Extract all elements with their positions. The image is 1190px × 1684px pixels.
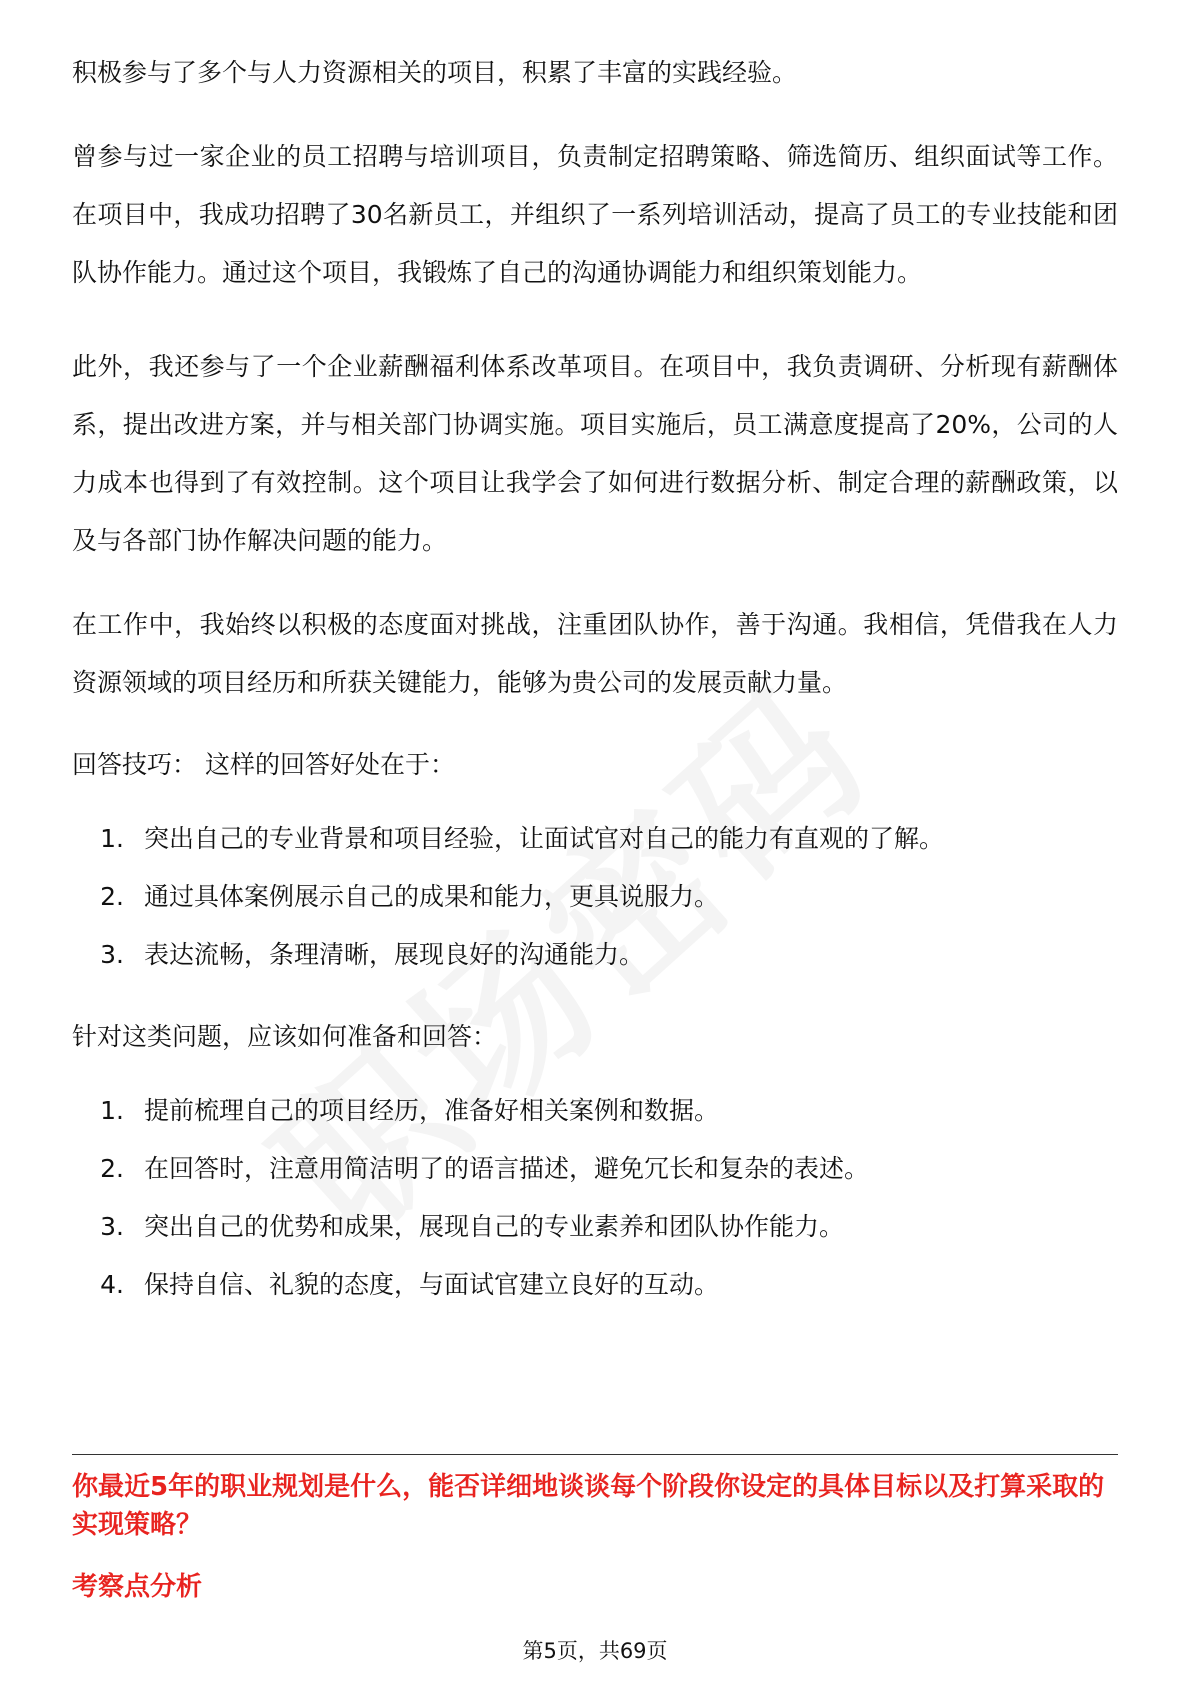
page-footer: 第5页，共69页 — [522, 1639, 668, 1663]
list-item — [72, 1256, 1118, 1314]
list-item — [72, 810, 1118, 868]
list-text: 突出自己的优势和成果，展现自己的专业素养和团队协作能力。 — [144, 1212, 845, 1241]
prepare-heading: 针对这类问题，应该如何准备和回答： — [72, 1022, 498, 1051]
interview-question: 你最近5年的职业规划是什么，能否详细地谈谈每个阶段你设定的具体目标以及打算采取的实现策略？ — [72, 1472, 1105, 1540]
list-number: 3. — [100, 940, 124, 969]
list-text: 通过具体案例展示自己的成果和能力，更具说服力。 — [144, 882, 720, 911]
list-text: 表达流畅，条理清晰，展现良好的沟通能力。 — [144, 940, 645, 969]
list-number: 4. — [100, 1270, 124, 1299]
list-item — [72, 926, 1118, 984]
paragraph-intro: 积极参与了多个与人力资源相关的项目，积累了丰富的实践经验。 — [72, 58, 798, 87]
list-number: 1. — [100, 824, 124, 853]
list-number: 3. — [100, 1212, 124, 1241]
paragraph-recruiting-project: 曾参与过一家企业的员工招聘与培训项目，负责制定招聘策略、筛选简历、组织面试等工作。在项目中，我成功招聘了30名新员工，并组织了一系列培训活动，提高了员工的专业技能和团队协作能力。通过这个项目，我锻炼了自己的沟通协调能力和组织策划能力。 — [72, 142, 1118, 287]
list-text: 在回答时，注意用简洁明了的语言描述，避免冗长和复杂的表述。 — [144, 1154, 870, 1183]
list-text: 提前梳理自己的项目经历，准备好相关案例和数据。 — [144, 1096, 720, 1125]
list-item — [72, 1198, 1118, 1256]
list-item — [72, 868, 1118, 926]
prepare-list — [72, 1082, 1118, 1314]
tips-list — [72, 810, 1118, 984]
section-title: 考察点分析 — [72, 1572, 203, 1602]
tips-heading: 回答技巧： 这样的回答好处在于： — [72, 750, 455, 779]
paragraph-conclusion: 在工作中，我始终以积极的态度面对挑战，注重团队协作，善于沟通。我相信，凭借我在人力资源领域的项目经历和所获关键能力，能够为贵公司的发展贡献力量。 — [72, 610, 1118, 697]
list-text: 突出自己的专业背景和项目经验，让面试官对自己的能力有直观的了解。 — [144, 824, 945, 853]
list-item — [72, 1082, 1118, 1140]
list-item — [72, 1140, 1118, 1198]
list-text: 保持自信、礼貌的态度，与面试官建立良好的互动。 — [144, 1270, 720, 1299]
paragraph-compensation-project: 此外，我还参与了一个企业薪酬福利体系改革项目。在项目中，我负责调研、分析现有薪酬体系，提出改进方案，并与相关部门协调实施。项目实施后，员工满意度提高了20%，公司的人力成本也得到了有效控制。这个项目让我学会了如何进行数据分析、制定合理的薪酬政策，以及与各部门协作解决问题的能力。 — [72, 352, 1118, 555]
main-content — [72, 44, 1118, 1314]
list-number: 2. — [100, 1154, 124, 1183]
list-number: 1. — [100, 1096, 124, 1125]
list-number: 2. — [100, 882, 124, 911]
section-divider — [72, 1454, 1118, 1455]
